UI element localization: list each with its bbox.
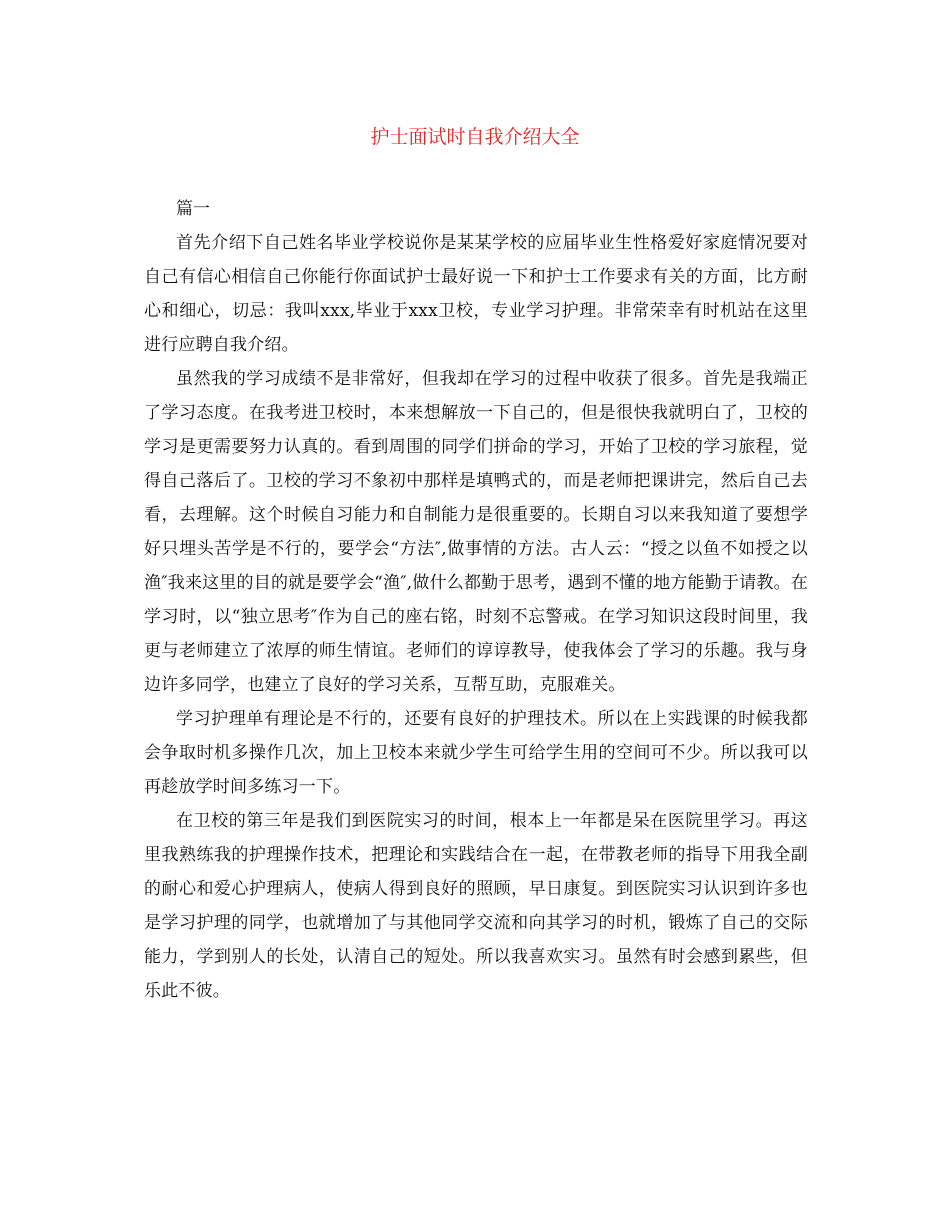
paragraph-practice: 学习护理单有理论是不行的，还要有良好的护理技术。所以在上实践课的时候我都会争取时机多操作几次，加上卫校本来就少学生可给学生用的空间可不少。所以我可以再趁放学时间多练习一下。 (144, 709, 808, 797)
paragraph-study: 虽然我的学习成绩不是非常好，但我却在学习的过程中收获了很多。首先是我端正了学习态度。在我考进卫校时，本来想解放一下自己的，但是很快我就明白了，卫校的学习是更需要努力认真的。看到周围的同学们拼命的学习，开始了卫校的学习旅程，觉得自己落后了。卫校的学习不象初中那样是填鸭式的，而是老师把课讲完，然后自己去看，去理解。这个时候自习能力和自制能力是很重要的。长期自习以来我知道了要想学好只埋头苦学是不行的，要学会“方法″,做事情的方法。古人云：“授之以鱼不如授之以渔″我来这里的目的就是要学会“渔″,做什么都勤于思考，遇到不懂的地方能勤于请教。在学习时，以“独立思考″作为自己的座右铭，时刻不忘警戒。在学习知识这段时间里，我更与老师建立了浓厚的师生情谊。老师们的谆谆教导，使我体会了学习的乐趣。我与身边许多同学，也建立了良好的学习关系，互帮互助，克服难关。 (144, 369, 808, 695)
document-body (144, 192, 808, 1008)
document-title: 护士面试时自我介绍大全 (370, 126, 580, 148)
paragraph-intro: 首先介绍下自己姓名毕业学校说你是某某学校的应届毕业生性格爱好家庭情况要对自己有信心相信自己你能行你面试护士最好说一下和护士工作要求有关的方面，比方耐心和细心，切忌：我叫xxx,毕业于xxx卫校，专业学习护理。非常荣幸有时机站在这里进行应聘自我介绍。 (144, 233, 808, 355)
section-heading: 篇一 (176, 199, 210, 219)
paragraph-internship: 在卫校的第三年是我们到医院实习的时间，根本上一年都是呆在医院里学习。再这里我熟练我的护理操作技术，把理论和实践结合在一起，在带教老师的指导下用我全副的耐心和爱心护理病人，使病人得到良好的照顾，早日康复。到医院实习认识到许多也是学习护理的同学，也就增加了与其他同学交流和向其学习的时机，锻炼了自己的交际能力，学到别人的长处，认清自己的短处。所以我喜欢实习。虽然有时会感到累些，但乐此不彼。 (144, 811, 808, 1001)
